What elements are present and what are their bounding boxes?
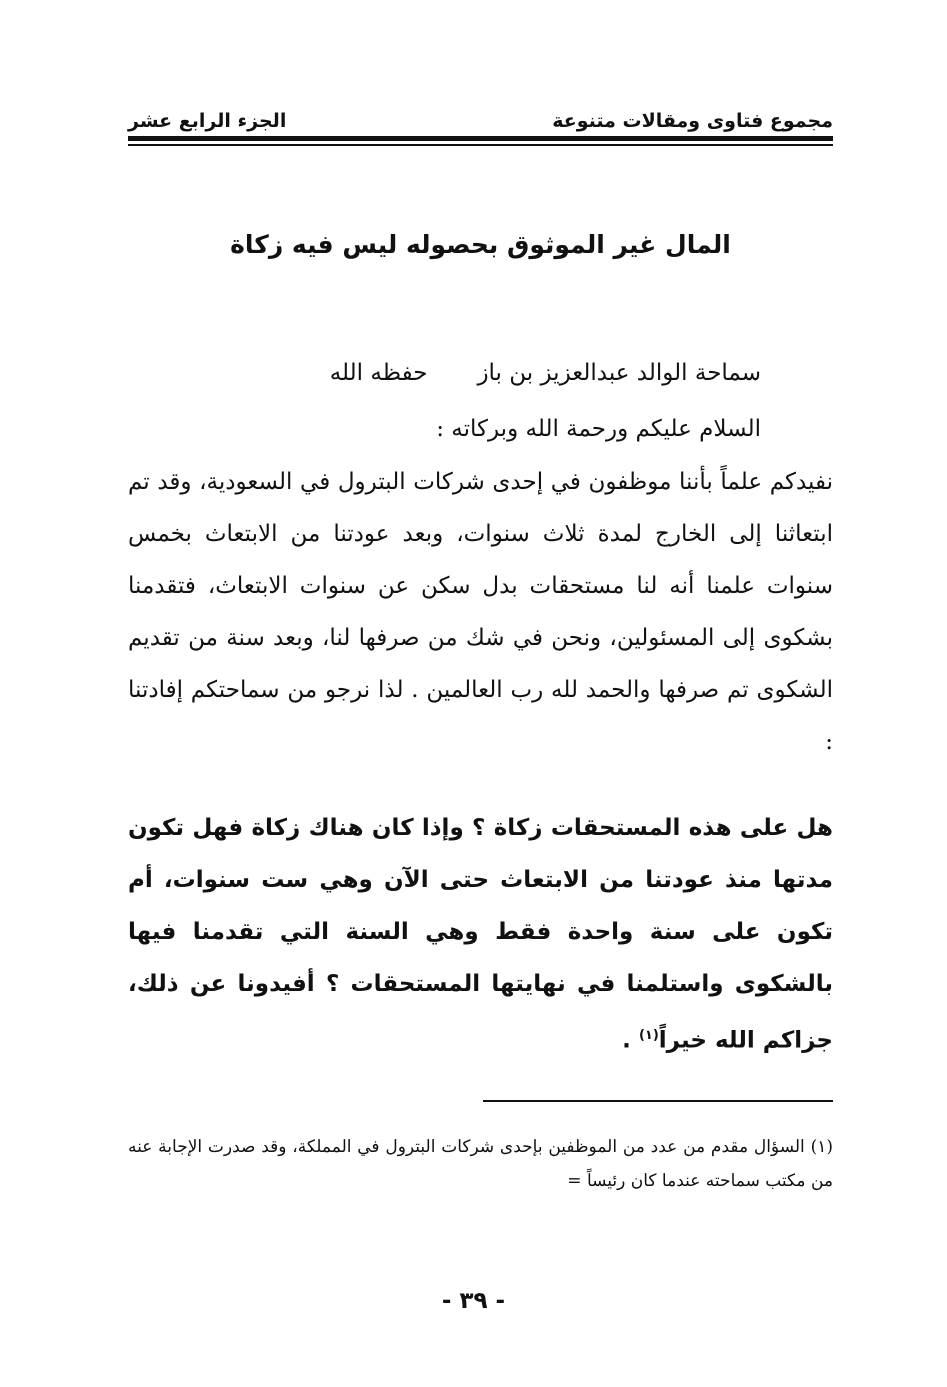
- running-header: [128, 100, 833, 132]
- footnote-separator: [483, 1100, 833, 1102]
- header-rule-thin: [128, 144, 833, 146]
- question-text: [128, 802, 833, 1067]
- volume-label: الجزء الرابع عشر: [128, 110, 287, 132]
- footnote-text: السؤال مقدم من عدد من الموظفين بإحدى شركات البترول في المملكة، وقد صدرت الإجابة عنه من مكتب سماحته عندما كان رئيساً =: [128, 1137, 833, 1191]
- addressee: سماحة الوالد عبدالعزيز بن باز: [477, 360, 761, 386]
- footnote-reference: (١): [638, 1028, 659, 1043]
- greeting: السلام عليكم ورحمة الله وبركاته :: [436, 416, 761, 442]
- salutation: [330, 345, 761, 457]
- addressee-line: [330, 345, 761, 401]
- footnote-marker: (١): [810, 1137, 834, 1157]
- question-end: .: [622, 1027, 631, 1054]
- fatwa-title: المال غير الموثوق بحصوله ليس فيه زكاة: [230, 230, 731, 259]
- page-number: - ٣٩ -: [441, 1288, 506, 1314]
- question-body: هل على هذه المستحقات زكاة ؟ وإذا كان هناك زكاة فهل تكون مدتها منذ عودتنا من الابتعاث حتى الآن وهي ست سنوات، أم تكون على سنة واحدة فقط وهي السنة التي تقدمنا فيها بالشكوى واستلمنا في نهايتها المستحقات ؟ أفيدونا عن ذلك، جزاكم الله خيراً: [128, 815, 833, 1054]
- blessing: حفظه الله: [329, 360, 428, 386]
- question-intro: نفيدكم علماً بأننا موظفون في إحدى شركات البترول في السعودية، وقد تم ابتعاثنا إلى الخارج لمدة ثلاث سنوات، وبعد عودتنا من الابتعاث بخمس سنوات علمنا أنه لنا مستحقات بدل سكن عن سنوات الابتعاث، فتقدمنا بشكوى إلى المسئولين، ونحن في شك من صرفها لنا، وبعد سنة من تقديم الشكوى تم صرفها والحمد لله رب العالمين . لذا نرجو من سماحتكم إفادتنا :: [128, 469, 833, 755]
- book-title: مجموع فتاوى ومقالات متنوعة: [552, 110, 833, 132]
- footnote: [128, 1130, 833, 1198]
- header-rule-thick: [128, 136, 833, 141]
